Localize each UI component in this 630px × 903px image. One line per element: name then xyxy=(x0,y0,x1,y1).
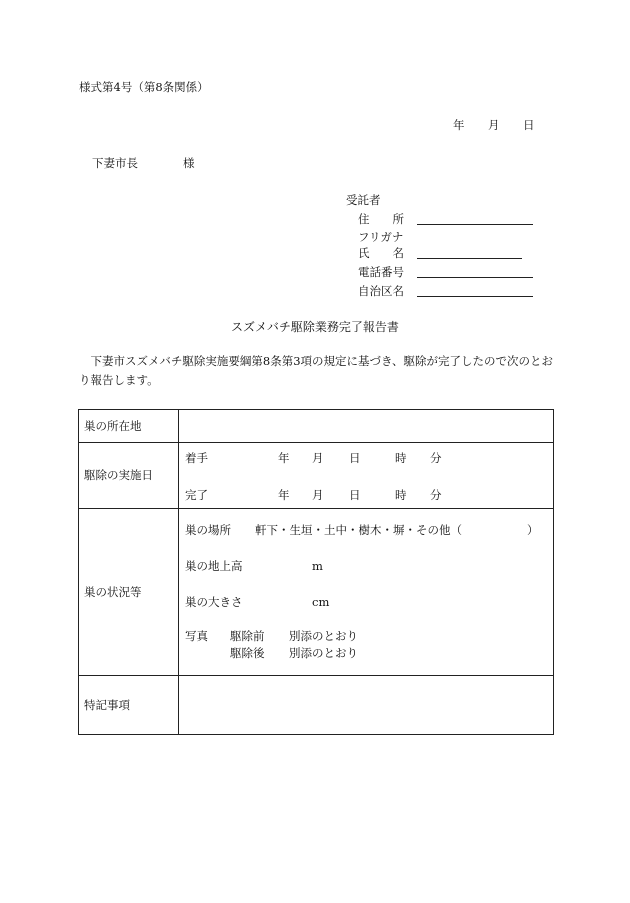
addressee-name: 下妻市長 xyxy=(92,156,138,170)
start-day: 日 xyxy=(349,451,361,465)
table-row-location xyxy=(79,410,554,443)
end-hour: 時 xyxy=(395,488,407,502)
contractor-furigana-label: フリガナ xyxy=(358,230,404,244)
photo-before-note: 別添のとおり xyxy=(289,629,358,643)
contractor-address-line[interactable] xyxy=(417,224,533,225)
table-row-date xyxy=(79,443,554,509)
contractor-name-label: 氏 名 xyxy=(358,246,404,260)
table-row-remarks xyxy=(79,676,554,735)
location-label: 巣の所在地 xyxy=(84,419,142,433)
status-label: 巣の状況等 xyxy=(84,585,142,599)
body-paragraph: 下妻市スズメバチ駆除実施要綱第8条第3項の規定に基づき、駆除が完了したので次のとおり報告します。 xyxy=(79,354,554,387)
place-label: 巣の場所 xyxy=(185,523,231,537)
contractor-phone-line[interactable] xyxy=(417,277,533,278)
end-year: 年 xyxy=(278,488,290,502)
location-value-cell[interactable] xyxy=(179,410,554,443)
size-label: 巣の大きさ xyxy=(185,595,243,609)
date-label-cell xyxy=(79,443,179,509)
end-minute: 分 xyxy=(430,488,442,502)
contractor-name-line[interactable] xyxy=(417,258,522,259)
photo-after-note: 別添のとおり xyxy=(289,646,358,660)
start-hour: 時 xyxy=(395,451,407,465)
remarks-label: 特記事項 xyxy=(84,698,130,712)
form-number: 様式第4号（第8条関係） xyxy=(79,80,209,94)
date-year-label: 年 xyxy=(453,118,465,132)
date-month-label: 月 xyxy=(488,118,500,132)
remarks-label-cell xyxy=(79,676,179,735)
end-day: 日 xyxy=(349,488,361,502)
contractor-district-label: 自治区名 xyxy=(358,284,404,298)
place-other-close: ） xyxy=(527,523,539,537)
start-month: 月 xyxy=(312,451,324,465)
date-label: 駆除の実施日 xyxy=(84,468,153,482)
status-value-cell[interactable] xyxy=(179,509,554,676)
start-label: 着手 xyxy=(185,451,208,465)
contractor-address-label: 住 所 xyxy=(358,212,404,226)
report-table xyxy=(78,409,554,735)
height-unit: m xyxy=(312,559,323,573)
location-label-cell xyxy=(79,410,179,443)
addressee-honorific: 様 xyxy=(183,156,195,170)
photo-after-label: 駆除後 xyxy=(230,646,265,660)
contractor-phone-label: 電話番号 xyxy=(358,265,404,279)
photo-before-label: 駆除前 xyxy=(230,629,265,643)
photo-label: 写真 xyxy=(185,629,208,643)
size-unit: cm xyxy=(312,595,330,609)
end-label: 完了 xyxy=(185,488,208,502)
status-label-cell xyxy=(79,509,179,676)
table-row-status xyxy=(79,509,554,676)
date-day-label: 日 xyxy=(523,118,535,132)
start-minute: 分 xyxy=(430,451,442,465)
start-year: 年 xyxy=(278,451,290,465)
end-month: 月 xyxy=(312,488,324,502)
contractor-district-line[interactable] xyxy=(417,296,533,297)
place-options[interactable]: 軒下・生垣・土中・樹木・塀・その他（ xyxy=(255,523,462,537)
report-title: スズメバチ駆除業務完了報告書 xyxy=(231,320,399,334)
contractor-heading: 受託者 xyxy=(346,193,381,207)
remarks-value-cell[interactable] xyxy=(179,676,554,735)
date-value-cell[interactable] xyxy=(179,443,554,509)
height-label: 巣の地上高 xyxy=(185,559,243,573)
